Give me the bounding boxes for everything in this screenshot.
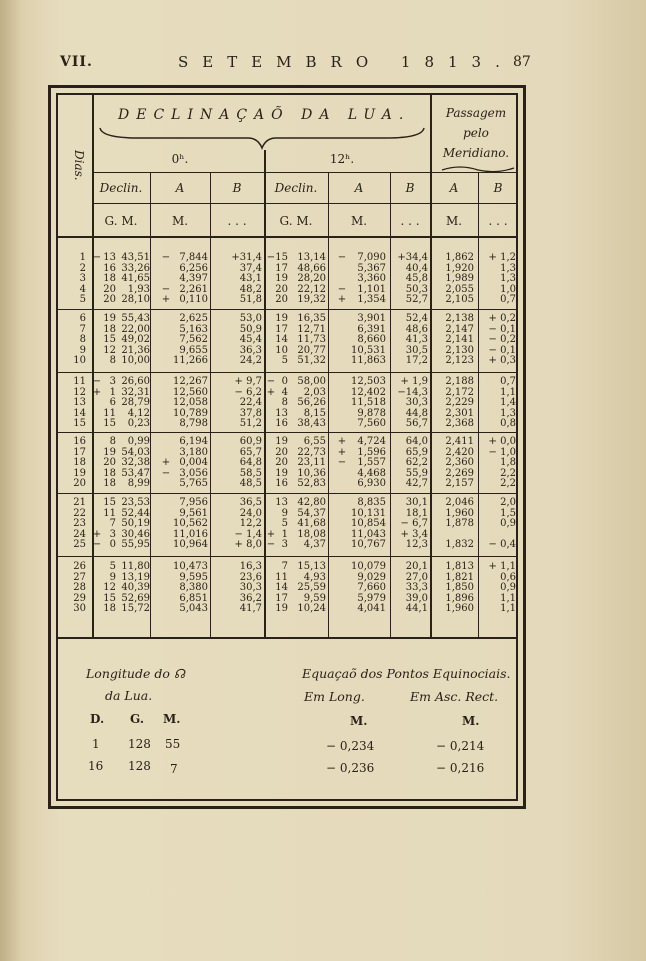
passagem-label: Passagem [445, 106, 507, 120]
cell-min0-group-2: 55,43 22,00 49,02 21,36 10,00 [121, 313, 150, 367]
cell-pb-group-2: + 0,2 − 0,1 − 0,2 − 0,1 + 0,3 [488, 313, 516, 367]
page-title: SETEMBRO 1813. [178, 53, 514, 71]
col-a-12: A [354, 181, 364, 195]
col-declin-0: Declin. [99, 181, 143, 195]
node-head-d: D. [90, 712, 105, 726]
cell-a12-group-3: 12,503 12,402 11,518 9,878 7,560 [351, 376, 386, 430]
cell-a0-group-3: 12,267 12,560 12,058 10,789 8,798 [173, 376, 208, 430]
cell-b12-group-1: +34,4 40,4 45,8 50,3 52,7 [397, 252, 428, 306]
rule-pb [478, 172, 479, 638]
node-row1-g: 128 [128, 737, 151, 751]
rule-a0 [150, 172, 151, 638]
cell-days-group-3: 11 12 13 14 15 [73, 376, 86, 430]
cell-deg12-group-5: 13 9 5 1 3 [275, 497, 288, 551]
cell-b12-group-6: 20,1 27,0 33,3 39,0 44,1 [405, 561, 428, 615]
cell-deg12-group-6: 7 11 14 17 19 [275, 561, 288, 615]
col-pa: A [449, 181, 459, 195]
cell-deg0-group-5: 15 11 7 3 0 [103, 497, 116, 551]
pelo-label: pelo [463, 126, 489, 140]
col-declin-12: Declin. [274, 181, 318, 195]
cell-signA0-group-4: + − [161, 457, 171, 479]
cell-pa-group-1: 1,862 1,920 1,989 2,055 2,105 [445, 252, 474, 306]
cell-pa-group-2: 2,138 2,147 2,141 2,130 2,123 [445, 313, 474, 367]
brace [98, 124, 426, 152]
cell-deg0-group-4: 8 19 20 18 18 [103, 436, 116, 490]
equation-asc-label: Em Asc. Rect. [410, 689, 499, 704]
cell-b12-group-2: 52,4 48,6 41,3 30,5 17,2 [405, 313, 428, 367]
rule-h2 [92, 203, 518, 204]
node-row1-d: 1 [92, 737, 100, 751]
cell-deg0-group-3: 3 1 6 11 15 [103, 376, 116, 430]
cell-a0-group-2: 2,625 5,163 7,562 9,655 11,266 [173, 313, 208, 367]
cell-pb-group-3: 0,7 1,1 1,4 1,3 0,8 [500, 376, 516, 430]
rule-a12 [328, 172, 329, 638]
cell-b12-group-4: 64,0 65,9 62,2 55,9 42,7 [405, 436, 428, 490]
cell-deg12-group-1: 15 17 19 20 20 [275, 252, 288, 306]
cell-min12-group-4: 6,55 22,73 23,11 10,36 52,83 [297, 436, 326, 490]
unit-dots-pb: . . . [488, 214, 508, 228]
equation-unit-long: M. [350, 714, 368, 728]
equation-unit-asc: M. [462, 714, 480, 728]
cell-min12-group-5: 42,80 54,37 41,68 18,08 4,37 [297, 497, 326, 551]
cell-a0-group-1: 7,844 6,256 4,397 2,261 0,110 [179, 252, 208, 306]
cell-b0-group-6: 16,3 23,6 30,3 36,2 41,7 [239, 561, 262, 615]
cell-deg12-group-4: 19 20 20 19 16 [275, 436, 288, 490]
cell-sign12-group-1: − [266, 252, 276, 263]
equation-title: Equaçaõ dos Pontos Equinociais. [302, 666, 511, 681]
cell-days-group-4: 16 17 18 19 20 [73, 436, 86, 490]
cell-a12-group-1: 7,090 5,367 3,360 1,101 1,354 [357, 252, 386, 306]
cell-sign12-group-5: + − [266, 528, 276, 551]
node-head-m: M. [163, 712, 181, 726]
rule-b0 [210, 172, 211, 638]
cell-signA0-group-1: − − + [161, 252, 171, 306]
cell-pb-group-1: + 1,2 1,3 1,3 1,0 0,7 [488, 252, 516, 306]
unit-m-a0: M. [171, 214, 189, 228]
equation-long-2: − 0,236 [326, 761, 375, 775]
cell-b0-group-4: 60,9 65,7 64,8 58,5 48,5 [239, 436, 262, 490]
node-row2-d: 16 [88, 759, 104, 773]
cell-min12-group-1: 13,14 48,66 28,20 22,12 19,32 [297, 252, 326, 306]
col-pb: B [493, 181, 503, 195]
cell-min0-group-5: 23,53 52,44 50,19 30,46 55,95 [121, 497, 150, 551]
cell-deg0-group-6: 5 9 12 15 18 [103, 561, 116, 615]
node-row1-m: 55 [165, 737, 181, 751]
cell-min12-group-6: 15,13 4,93 25,59 9,59 10,24 [297, 561, 326, 615]
cell-days-group-1: 1 2 3 4 5 [79, 252, 86, 306]
rule-g5 [58, 556, 518, 557]
equation-asc-1: − 0,214 [436, 739, 485, 753]
node-row2-g: 128 [128, 759, 151, 773]
cell-a0-group-5: 7,956 9,561 10,562 11,016 10,964 [173, 497, 208, 551]
time-12h: 12ʰ. [329, 152, 355, 166]
cell-b12-group-5: 30,1 18,1 − 6,7 + 3,4 12,3 [400, 497, 428, 551]
cell-pa-group-4: 2,411 2,420 2,360 2,269 2,157 [445, 436, 474, 490]
cell-days-group-2: 6 7 8 9 10 [73, 313, 86, 367]
unit-dots-b0: . . . [227, 214, 247, 228]
cell-pa-group-6: 1,813 1,821 1,850 1,896 1,960 [445, 561, 474, 615]
node-head-g: G. [130, 712, 144, 726]
equation-long-1: − 0,234 [326, 739, 375, 753]
rule-g2 [58, 372, 518, 373]
node-title-2: da Lua. [105, 688, 153, 703]
dias-label: Dias. [72, 150, 86, 181]
cell-min0-group-3: 26,60 32,31 28,79 4,12 0,23 [121, 376, 150, 430]
cell-min0-group-6: 11,80 13,19 40,39 52,69 15,72 [121, 561, 150, 615]
cell-days-group-5: 21 22 23 24 25 [73, 497, 86, 551]
cell-signA12-group-1: − − + [337, 252, 347, 306]
time-0h: 0ʰ. [171, 152, 189, 166]
unit-m-pa: M. [445, 214, 463, 228]
unit-m-a12: M. [350, 214, 368, 228]
rule-b12 [390, 172, 391, 638]
cell-sign0-group-3: − + [92, 376, 102, 398]
unit-gm-12: G. M. [279, 214, 313, 228]
cell-a0-group-4: 6,194 3,180 0,004 3,056 5,765 [179, 436, 208, 490]
rule-g3 [58, 432, 518, 433]
node-title-1: Longitude do ☊ [86, 666, 185, 681]
rule-table-bottom [58, 637, 518, 639]
cell-deg12-group-2: 19 17 14 10 5 [275, 313, 288, 367]
page-number: 87 [513, 54, 531, 70]
equation-long-label: Em Long. [304, 689, 365, 704]
cell-deg0-group-1: 13 16 18 20 20 [103, 252, 116, 306]
cell-a12-group-5: 8,835 10,131 10,854 11,043 10,767 [351, 497, 386, 551]
cell-a12-group-4: 4,724 1,596 1,557 4,468 6,930 [357, 436, 386, 490]
cell-min12-group-3: 58,00 2,03 56,26 8,15 38,43 [297, 376, 326, 430]
cell-deg0-group-2: 19 18 15 12 8 [103, 313, 116, 367]
cell-pb-group-6: + 1,1 0,6 0,9 1,1 1,1 [488, 561, 516, 615]
equation-asc-2: − 0,216 [436, 761, 485, 775]
cell-deg12-group-3: 0 4 8 13 16 [275, 376, 288, 430]
cell-signA12-group-4: + + − [337, 436, 347, 469]
rule-h3 [58, 236, 518, 238]
cell-pa-group-3: 2,188 2,172 2,229 2,301 2,368 [445, 376, 474, 430]
cell-b0-group-1: +31,4 37,4 43,1 48,2 51,8 [231, 252, 262, 306]
cell-min0-group-1: 43,51 33,26 41,65 1,93 28,10 [121, 252, 150, 306]
cell-sign0-group-1: − [92, 252, 102, 263]
cell-min12-group-2: 16,35 12,71 11,73 20,77 51,32 [297, 313, 326, 367]
cell-pb-group-5: 2,0 1,5 0,9 − 0,4 [488, 497, 516, 551]
cell-pa-group-5: 2,046 1,960 1,878 1,832 [445, 497, 474, 551]
cell-pb-group-4: + 0,0 − 1,0 1,8 2,2 2,2 [488, 436, 516, 490]
cell-days-group-6: 26 27 28 29 30 [73, 561, 86, 615]
passage-flourish [440, 164, 516, 174]
cell-b0-group-2: 53,0 50,9 45,4 36,3 24,2 [239, 313, 262, 367]
unit-dots-b12: . . . [400, 214, 420, 228]
cell-a0-group-6: 10,473 9,595 8,380 6,851 5,043 [173, 561, 208, 615]
cell-sign0-group-5: + − [92, 528, 102, 551]
rule-g4 [58, 493, 518, 494]
cell-min0-group-4: 0,99 54,03 32,38 53,47 8,99 [121, 436, 150, 490]
col-b-0: B [232, 181, 242, 195]
node-row2-m: 7 [170, 762, 178, 776]
chapter-number: VII. [60, 54, 93, 70]
rule-g1 [58, 309, 518, 310]
cell-sign12-group-3: − + [266, 376, 276, 398]
cell-b12-group-3: + 1,9 −14,3 30,3 44,8 56,7 [397, 376, 428, 430]
cell-b0-group-3: + 9,7 − 6,2 22,4 37,8 51,2 [234, 376, 262, 430]
meridiano-label: Meridiano. [442, 146, 510, 160]
cell-b0-group-5: 36,5 24,0 12,2 − 1,4 + 8,0 [234, 497, 262, 551]
unit-gm-0: G. M. [104, 214, 138, 228]
cell-a12-group-2: 3,901 6,391 8,660 10,531 11,863 [351, 313, 386, 367]
table-title: DECLINAÇAÕ DA LUA. [118, 107, 411, 123]
col-a-0: A [175, 181, 185, 195]
cell-a12-group-6: 10,079 9,029 7,660 5,979 4,041 [351, 561, 386, 615]
col-b-12: B [405, 181, 415, 195]
